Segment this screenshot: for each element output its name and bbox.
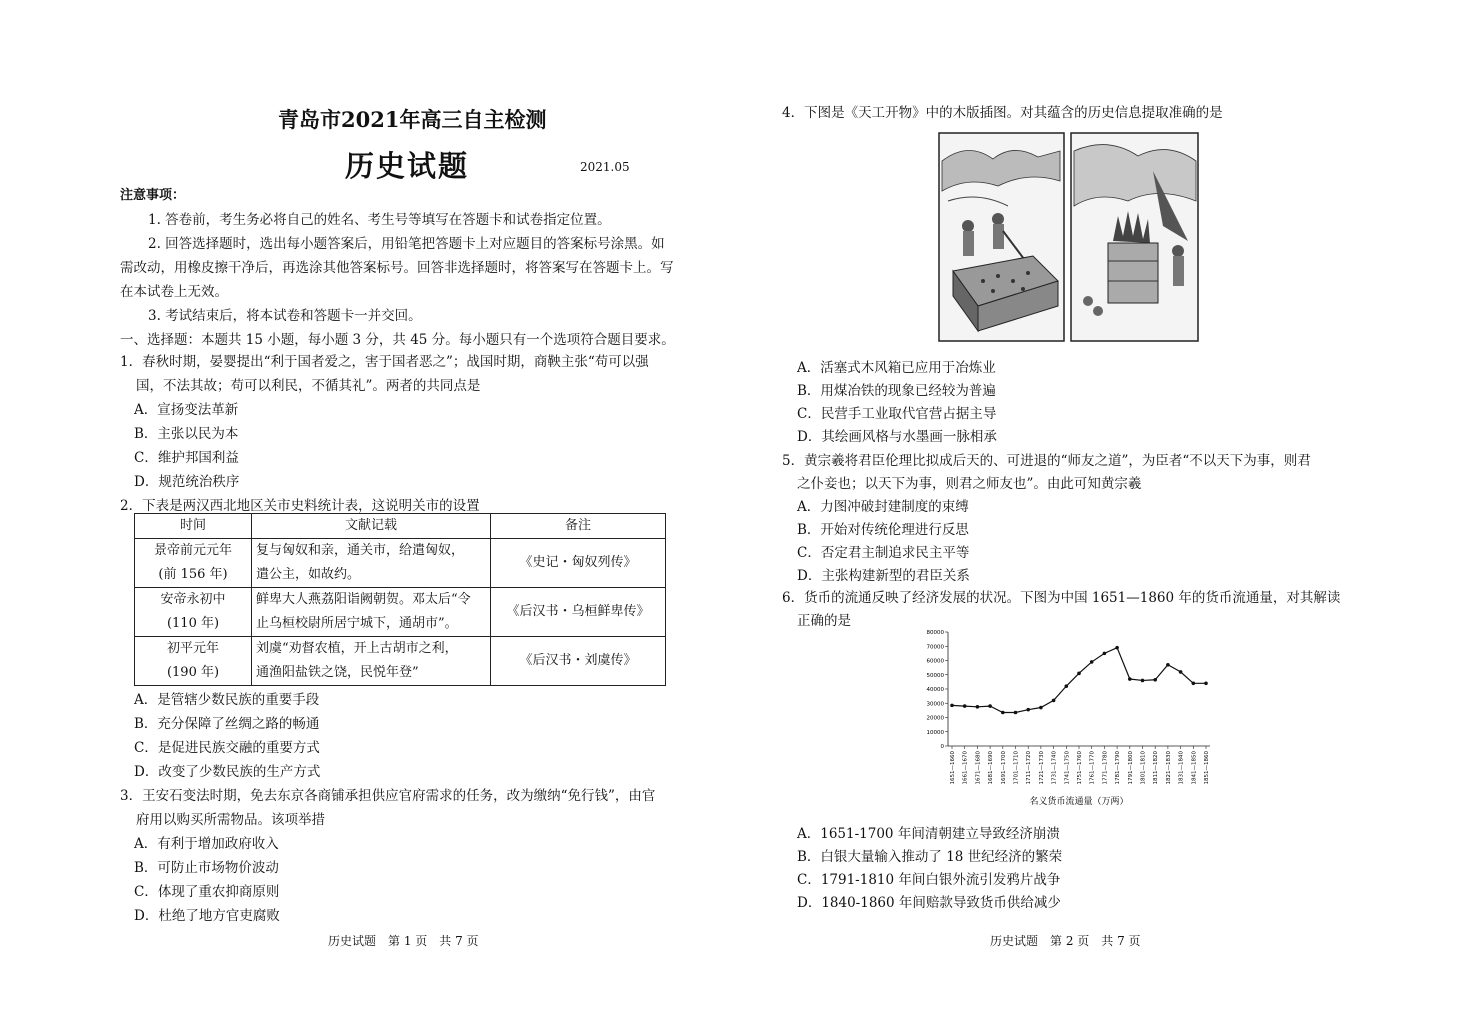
x-tick-label: 1761—1770 (1089, 751, 1096, 785)
x-tick-label: 1851—1860 (1204, 751, 1210, 785)
option-c[interactable]: C．民营手工业取代官营占据主导 (797, 406, 997, 422)
cell-note: 《后汉书・乌桓鲜卑传》 (491, 588, 666, 637)
data-point (1039, 706, 1043, 710)
question-stem: 之仆妾也；以天下为事，则君之师友也”。由此可知黄宗羲 (797, 476, 1142, 492)
note-line: 需改动，用橡皮擦干净后，再选涂其他答案标号。回答非选择题时，将答案写在答题卡上。写 (120, 260, 674, 276)
data-point (1166, 663, 1170, 667)
note-line: 1. 答卷前，考生务必将自己的姓名、考生号等填写在答题卡和试卷指定位置。 (148, 212, 611, 228)
cell-time: 初平元年 (166, 641, 219, 656)
option-c[interactable]: C．体现了重农抑商原则 (134, 884, 280, 900)
option-b[interactable]: B．可防止市场物价波动 (134, 860, 279, 876)
section-heading: 一、选择题：本题共 15 小题，每小题 3 分，共 45 分。每小题只有一个选项符合题目要求。 (120, 332, 675, 348)
question-stem: 6．货币的流通反映了经济发展的状况。下图为中国 1651—1860 年的货币流通量，对其解读 (782, 590, 1341, 606)
table-header: 时间 (135, 514, 252, 539)
data-point (1077, 672, 1081, 676)
x-tick-label: 1781—1790 (1115, 751, 1122, 785)
money-supply-chart (918, 626, 1218, 812)
data-point (1115, 646, 1119, 650)
x-tick-label: 1771—1780 (1102, 751, 1109, 785)
x-tick-label: 1661—1670 (962, 751, 969, 785)
page-footer: 历史试题 第 2 页 共 7 页 (990, 934, 1141, 948)
data-point (1090, 660, 1094, 664)
data-point (976, 705, 980, 709)
option-a[interactable]: A．1651-1700 年间清朝建立导致经济崩溃 (797, 826, 1060, 842)
data-point (1001, 711, 1005, 715)
option-b[interactable]: B．开始对传统伦理进行反思 (797, 522, 969, 538)
table-header: 文献记载 (252, 514, 491, 539)
y-tick-label: 50000 (926, 672, 944, 679)
x-tick-label: 1691—1700 (1000, 751, 1007, 785)
notes-heading: 注意事项： (120, 188, 186, 203)
table-row (135, 588, 666, 637)
cell-time: 安帝永初中 (160, 592, 226, 607)
table-row (135, 637, 666, 686)
note-line: 2. 回答选择题时，选出每小题答案后，用铅笔把答题卡上对应题目的答案标号涂黑。如 (148, 236, 665, 252)
x-tick-label: 1721—1730 (1038, 751, 1045, 785)
option-b[interactable]: B．主张以民为本 (134, 426, 239, 442)
data-point (1128, 677, 1132, 681)
option-b[interactable]: B．充分保障了丝绸之路的畅通 (134, 716, 320, 732)
x-tick-label: 1841—1850 (1191, 751, 1198, 785)
option-d[interactable]: D．其绘画风格与水墨画一脉相承 (797, 429, 997, 445)
table-header: 备注 (491, 514, 666, 539)
y-tick-label: 80000 (926, 630, 944, 636)
note-line: 在本试卷上无效。 (120, 284, 228, 300)
option-a[interactable]: A．是管辖少数民族的重要手段 (134, 692, 320, 708)
question-stem: 国，不法其故；苟可以利民，不循其礼”。两者的共同点是 (136, 378, 481, 394)
x-tick-label: 1711—1720 (1026, 751, 1033, 785)
option-b[interactable]: B．用煤冶铁的现象已经较为普遍 (797, 383, 996, 399)
question-stem: 3．王安石变法时期，免去东京各商铺承担供应官府需求的任务，改为缴纳“免行钱”，由官 (120, 788, 656, 804)
y-tick-label: 60000 (926, 658, 944, 665)
cell-record: 遣公主，如故约。 (256, 567, 361, 582)
x-tick-label: 1811—1820 (1153, 751, 1160, 785)
data-point (1065, 684, 1069, 688)
data-point (1052, 699, 1056, 703)
cell-record: 复与匈奴和亲，通关市，给遣匈奴， (256, 543, 465, 558)
cell-time: (前 156 年) (158, 567, 228, 582)
x-tick-label: 1681—1690 (988, 751, 995, 785)
x-tick-label: 1751—1760 (1077, 751, 1083, 785)
note-line: 3. 考试结束后，将本试卷和答题卡一并交回。 (148, 308, 422, 324)
data-point (1141, 679, 1145, 683)
x-tick-label: 1671—1680 (975, 751, 982, 785)
data-point (950, 704, 954, 708)
data-point (1192, 682, 1196, 686)
y-tick-label: 30000 (926, 701, 944, 708)
page-footer: 历史试题 第 1 页 共 7 页 (328, 934, 479, 948)
cell-record: 鲜卑大人燕荔阳诣阙朝贺。邓太后“令 (256, 592, 471, 607)
data-point (963, 704, 967, 708)
y-tick-label: 10000 (926, 729, 944, 736)
option-c[interactable]: C．1791-1810 年间白银外流引发鸦片战争 (797, 872, 1061, 888)
subject-title: 历史试题 (345, 149, 470, 183)
data-point (1179, 670, 1183, 674)
option-b[interactable]: B．白银大量输入推动了 18 世纪经济的繁荣 (797, 849, 1063, 865)
x-tick-label: 1741—1750 (1064, 751, 1071, 785)
table-row (135, 539, 666, 588)
cell-time: (190 年) (166, 665, 220, 680)
question-stem: 1．春秋时期，晏婴提出“利于国者爱之，害于国者恶之”；战国时期，商鞅主张“苟可以强 (120, 354, 649, 370)
option-c[interactable]: C．是促进民族交融的重要方式 (134, 740, 320, 756)
option-d[interactable]: D．改变了少数民族的生产方式 (134, 764, 321, 780)
exam-title: 青岛市2021年高三自主检测 (278, 107, 547, 132)
option-d[interactable]: D．规范统治秩序 (134, 474, 240, 490)
cell-record: 止乌桓校尉所居宁城下，通胡市”。 (256, 616, 458, 631)
data-point (1153, 678, 1157, 682)
cell-time: (110 年) (166, 616, 220, 631)
x-tick-label: 1701—1710 (1013, 751, 1020, 785)
y-tick-label: 40000 (926, 687, 944, 693)
option-a[interactable]: A．宣扬变法革新 (134, 402, 239, 418)
data-point (1103, 652, 1107, 656)
option-a[interactable]: A．活塞式木风箱已应用于冶炼业 (797, 360, 996, 376)
x-tick-label: 1791—1800 (1127, 751, 1134, 785)
y-tick-label: 0 (940, 744, 944, 750)
option-c[interactable]: C．否定君主制追求民主平等 (797, 545, 970, 561)
question-stem: 正确的是 (797, 613, 851, 629)
option-d[interactable]: D．杜绝了地方官吏腐败 (134, 908, 280, 924)
data-point (1204, 682, 1208, 686)
option-d[interactable]: D．1840-1860 年间赔款导致货币供给减少 (797, 895, 1061, 911)
data-point (988, 704, 992, 708)
woodblock-illustration (938, 131, 1200, 343)
x-tick-label: 1831—1840 (1178, 751, 1185, 785)
question-stem: 2．下表是两汉西北地区关市史料统计表，这说明关市的设置 (120, 498, 480, 514)
y-tick-label: 70000 (926, 644, 944, 651)
option-c[interactable]: C．维护邦国利益 (134, 450, 239, 466)
option-a[interactable]: A．力图冲破封建制度的束缚 (797, 499, 969, 515)
x-tick-label: 1821—1830 (1165, 751, 1172, 785)
option-a[interactable]: A．有利于增加政府收入 (134, 836, 279, 852)
cell-note: 《史记・匈奴列传》 (491, 539, 666, 588)
data-point (1014, 711, 1018, 715)
y-tick-label: 20000 (926, 715, 944, 722)
question-stem: 府用以购买所需物品。该项举措 (136, 812, 325, 828)
data-table (134, 513, 666, 686)
cell-time: 景帝前元元年 (153, 543, 232, 558)
x-tick-label: 1801—1810 (1140, 751, 1147, 785)
question-stem: 4．下图是《天工开物》中的木版插图。对其蕴含的历史信息提取准确的是 (782, 105, 1223, 121)
x-tick-label: 1731—1740 (1051, 751, 1058, 785)
series-line (952, 648, 1206, 713)
cell-record: 通渔阳盐铁之饶，民悦年登” (256, 665, 419, 680)
x-tick-label: 1651—1660 (950, 751, 956, 785)
option-d[interactable]: D．主张构建新型的君臣关系 (797, 568, 970, 584)
cell-note: 《后汉书・刘虞传》 (491, 637, 666, 686)
cell-record: 刘虞“劝督农植，开上古胡市之利， (256, 641, 458, 656)
exam-date: 2021.05 (580, 160, 630, 174)
x-axis-label: 名义货币流通量（万两） (1029, 797, 1129, 807)
question-stem: 5．黄宗羲将君臣伦理比拟成后天的、可进退的“师友之道”，为臣者“不以天下为事，则君 (782, 453, 1311, 469)
data-point (1026, 708, 1030, 712)
